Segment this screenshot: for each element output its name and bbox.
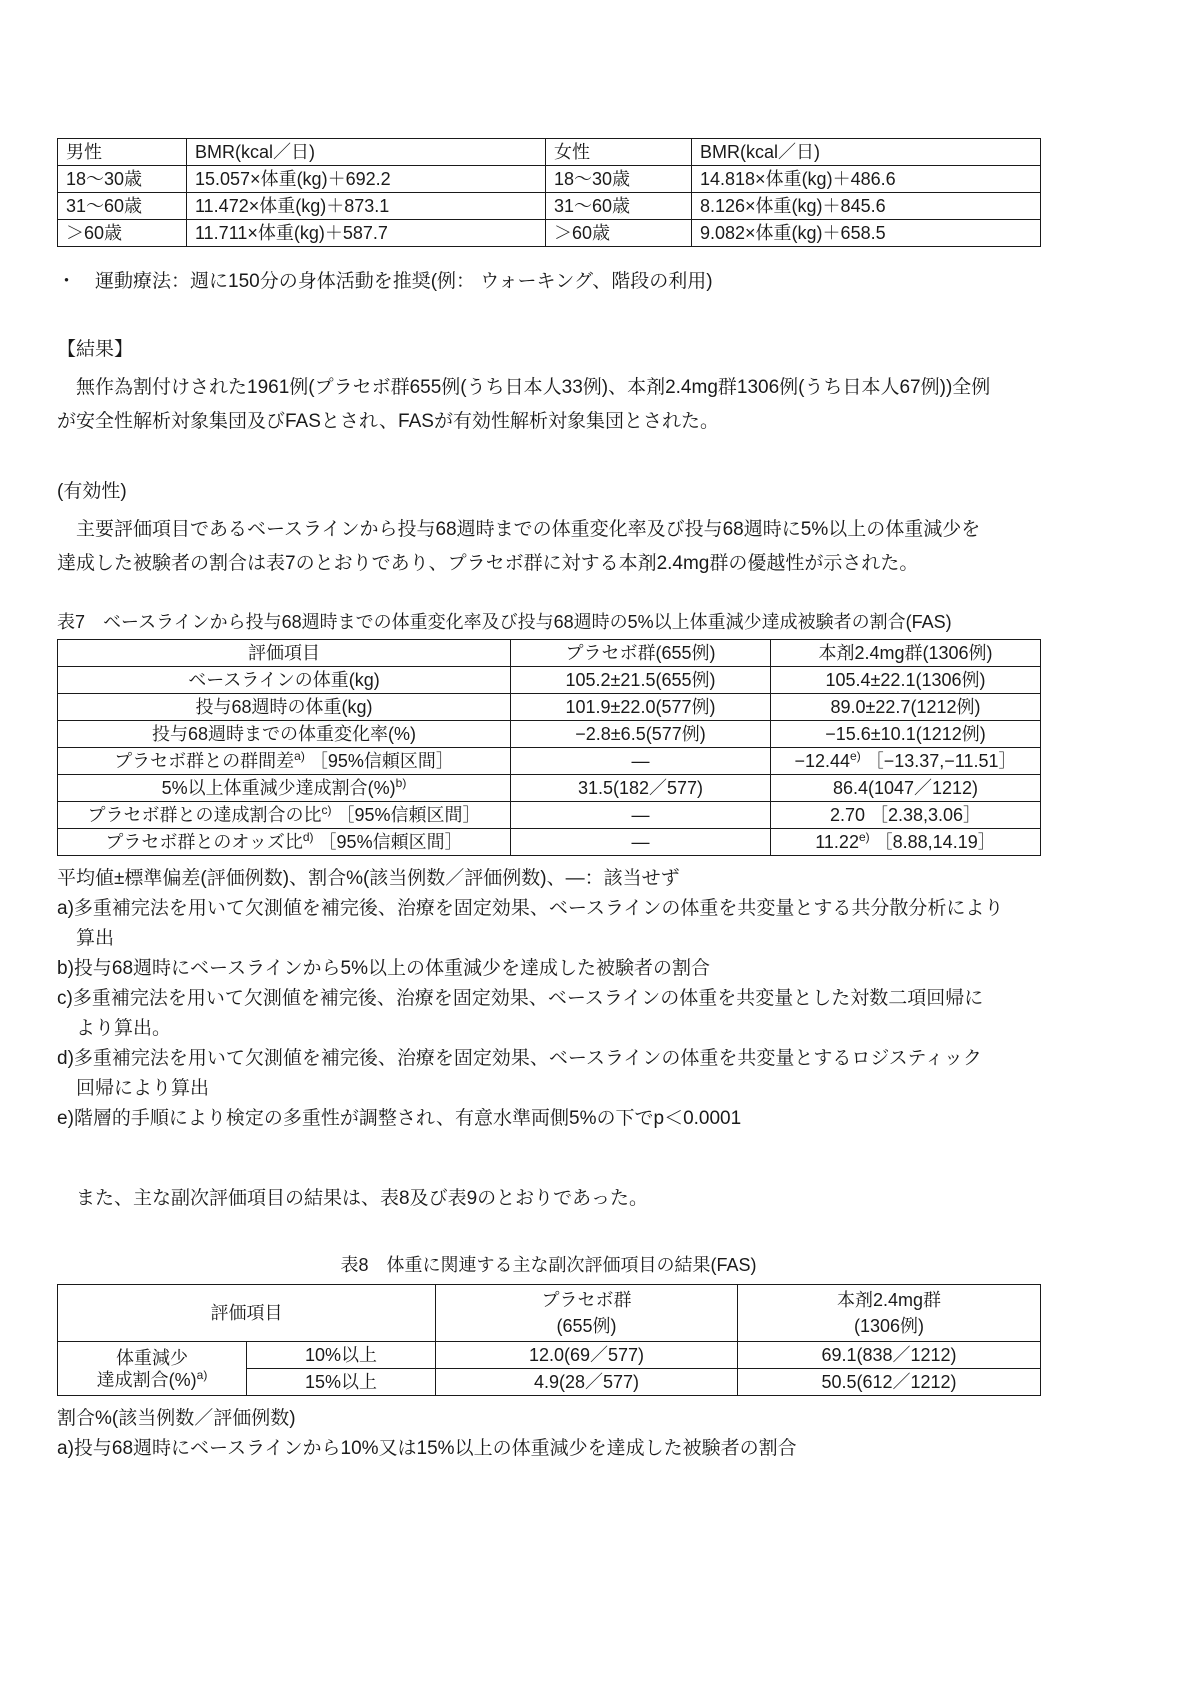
table-cell: 101.9±22.0(577例) bbox=[511, 694, 771, 721]
text-line: 達成した被験者の割合は表7のとおりであり、プラセボ群に対する本剤2.4mg群の優越性が示された。 bbox=[57, 553, 919, 574]
table7-footnotes bbox=[57, 864, 1040, 1134]
footnote-line: 割合%(該当例数／評価例数) bbox=[57, 1408, 296, 1429]
text-line: 主要評価項目であるベースラインから投与68週時までの体重変化率及び投与68週時に5%以上の体重減少を bbox=[57, 519, 981, 540]
table-cell: プラセボ群との群間差$^{a)}$ ［95%信頼区間］ bbox=[58, 748, 511, 775]
table-cell: 31.5(182／577) bbox=[511, 775, 771, 802]
table-cell: ＞60歳 bbox=[58, 220, 187, 247]
footnote-line: 回帰により算出 bbox=[57, 1078, 210, 1099]
table7-caption: 表7 ベースラインから投与68週時までの体重変化率及び投与68週時の5%以上体重減少達成被験者の割合(FAS) bbox=[57, 612, 952, 632]
table-cell: 89.0±22.7(1212例) bbox=[771, 694, 1041, 721]
table8-caption: 表8 体重に関連する主な副次評価項目の結果(FAS) bbox=[340, 1255, 757, 1275]
table-cell: 18〜30歳 bbox=[546, 166, 692, 193]
table-cell: 105.4±22.1(1306例) bbox=[771, 667, 1041, 694]
document-content bbox=[57, 138, 1040, 1464]
table-cell: 5%以上体重減少達成割合(%)$^{b)}$ bbox=[58, 775, 511, 802]
bmr-header-female: 女性 bbox=[546, 139, 692, 166]
table7-row-achievement-ratio bbox=[58, 802, 1041, 829]
table-cell: 12.0(69／577) bbox=[436, 1342, 738, 1369]
table-cell: ― bbox=[511, 829, 771, 856]
bmr-header-male-formula: BMR(kcal／日) bbox=[187, 139, 546, 166]
column-header: 評価項目 bbox=[58, 640, 511, 667]
table-cell: 10%以上 bbox=[247, 1342, 436, 1369]
table-cell: 105.2±21.5(655例) bbox=[511, 667, 771, 694]
table-cell: 投与68週時の体重(kg) bbox=[58, 694, 511, 721]
table7-row-5pct-achievement bbox=[58, 775, 1041, 802]
table-cell: 18〜30歳 bbox=[58, 166, 187, 193]
table-cell: 8.126×体重(kg)＋845.6 bbox=[692, 193, 1041, 220]
bmr-row-31-60 bbox=[58, 193, 1041, 220]
text-line: が安全性解析対象集団及びFASとされ、FASが有効性解析対象集団とされた。 bbox=[57, 411, 719, 432]
table7-row-odds-ratio bbox=[58, 829, 1041, 856]
footnote-line: c)多重補完法を用いて欠測値を補完後、治療を固定効果、ベースラインの体重を共変量とした対数二項回帰に bbox=[57, 988, 984, 1009]
column-header: プラセボ群 (655例) bbox=[436, 1285, 738, 1342]
table-cell: 9.082×体重(kg)＋658.5 bbox=[692, 220, 1041, 247]
table-cell-row-label: 体重減少 達成割合(%)$^{a)}$ bbox=[58, 1342, 247, 1396]
table-cell: プラセボ群との達成割合の比$^{c)}$ ［95%信頼区間］ bbox=[58, 802, 511, 829]
table-cell: 11.22$^{e)}$ ［8.88,14.19］ bbox=[771, 829, 1041, 856]
footnote-line: a)投与68週時にベースラインから10%又は15%以上の体重減少を達成した被験者の割合 bbox=[57, 1438, 797, 1459]
text-line: 無作為割付けされた1961例(プラセボ群655例(うち日本人33例)、本剤2.4mg群1306例(うち日本人67例))全例 bbox=[57, 377, 991, 398]
column-header: 評価項目 bbox=[58, 1285, 436, 1342]
efficacy-heading: (有効性) bbox=[57, 481, 127, 502]
table8 bbox=[57, 1284, 1041, 1396]
bmr-header-row bbox=[58, 139, 1041, 166]
table-cell: 31〜60歳 bbox=[546, 193, 692, 220]
footnote-line: より算出。 bbox=[57, 1018, 172, 1039]
footnote-line: 算出 bbox=[57, 928, 115, 949]
results-paragraph bbox=[57, 371, 1040, 439]
bmr-row-over-60 bbox=[58, 220, 1041, 247]
footnote-line: d)多重補完法を用いて欠測値を補完後、治療を固定効果、ベースラインの体重を共変量とするロジスティック bbox=[57, 1048, 982, 1069]
table-cell: 86.4(1047／1212) bbox=[771, 775, 1041, 802]
table8-footnotes bbox=[57, 1404, 1040, 1464]
table-cell: ＞60歳 bbox=[546, 220, 692, 247]
bmr-header-female-formula: BMR(kcal／日) bbox=[692, 139, 1041, 166]
table-cell: 4.9(28／577) bbox=[436, 1369, 738, 1396]
table8-header-row bbox=[58, 1285, 1041, 1342]
footnote-line: a)多重補完法を用いて欠測値を補完後、治療を固定効果、ベースラインの体重を共変量とする共分散分析により bbox=[57, 898, 1004, 919]
table7-row-baseline-weight bbox=[58, 667, 1041, 694]
table-cell: 15%以上 bbox=[247, 1369, 436, 1396]
table-cell: プラセボ群とのオッズ比$^{d)}$ ［95%信頼区間］ bbox=[58, 829, 511, 856]
footnote-line: b)投与68週時にベースラインから5%以上の体重減少を達成した被験者の割合 bbox=[57, 958, 710, 979]
table-cell: 11.472×体重(kg)＋873.1 bbox=[187, 193, 546, 220]
table-cell: 14.818×体重(kg)＋486.6 bbox=[692, 166, 1041, 193]
table-cell: −15.6±10.1(1212例) bbox=[771, 721, 1041, 748]
table8-row-10pct bbox=[58, 1342, 1041, 1369]
table-cell: 2.70 ［2.38,3.06］ bbox=[771, 802, 1041, 829]
bmr-row-18-30 bbox=[58, 166, 1041, 193]
table-cell: $-12.44^{e)}$ ［−13.37,−11.51］ bbox=[771, 748, 1041, 775]
table-cell: 50.5(612／1212) bbox=[738, 1369, 1041, 1396]
table-cell: 11.711×体重(kg)＋587.7 bbox=[187, 220, 546, 247]
table7-row-week68-weight bbox=[58, 694, 1041, 721]
table-cell: 31〜60歳 bbox=[58, 193, 187, 220]
bmr-table bbox=[57, 138, 1041, 247]
efficacy-paragraph bbox=[57, 513, 1040, 581]
footnote-line: e)階層的手順により検定の多重性が調整され、有意水準両側5%の下でp＜0.0001 bbox=[57, 1108, 742, 1129]
column-header: 本剤2.4mg群(1306例) bbox=[771, 640, 1041, 667]
bmr-header-male: 男性 bbox=[58, 139, 187, 166]
table7-row-weight-change-rate bbox=[58, 721, 1041, 748]
secondary-endpoints-paragraph: また、主な副次評価項目の結果は、表8及び表9のとおりであった。 bbox=[57, 1188, 648, 1209]
column-header: 本剤2.4mg群 (1306例) bbox=[738, 1285, 1041, 1342]
table-cell: 69.1(838／1212) bbox=[738, 1342, 1041, 1369]
table7-header-row bbox=[58, 640, 1041, 667]
table-cell: ― bbox=[511, 748, 771, 775]
table-cell: ― bbox=[511, 802, 771, 829]
table7 bbox=[57, 639, 1041, 856]
table-cell: ベースラインの体重(kg) bbox=[58, 667, 511, 694]
results-heading: 【結果】 bbox=[57, 339, 134, 360]
table-cell: 15.057×体重(kg)＋692.2 bbox=[187, 166, 546, 193]
column-header: プラセボ群(655例) bbox=[511, 640, 771, 667]
table7-row-group-difference bbox=[58, 748, 1041, 775]
table-cell: −2.8±6.5(577例) bbox=[511, 721, 771, 748]
exercise-therapy-bullet: ・ 運動療法：週に150分の身体活動を推奨(例： ウォーキング、階段の利用) bbox=[57, 271, 713, 292]
table-cell: 投与68週時までの体重変化率(%) bbox=[58, 721, 511, 748]
footnote-line: 平均値±標準偏差(評価例数)、割合%(該当例数／評価例数)、―：該当せず bbox=[57, 868, 680, 889]
